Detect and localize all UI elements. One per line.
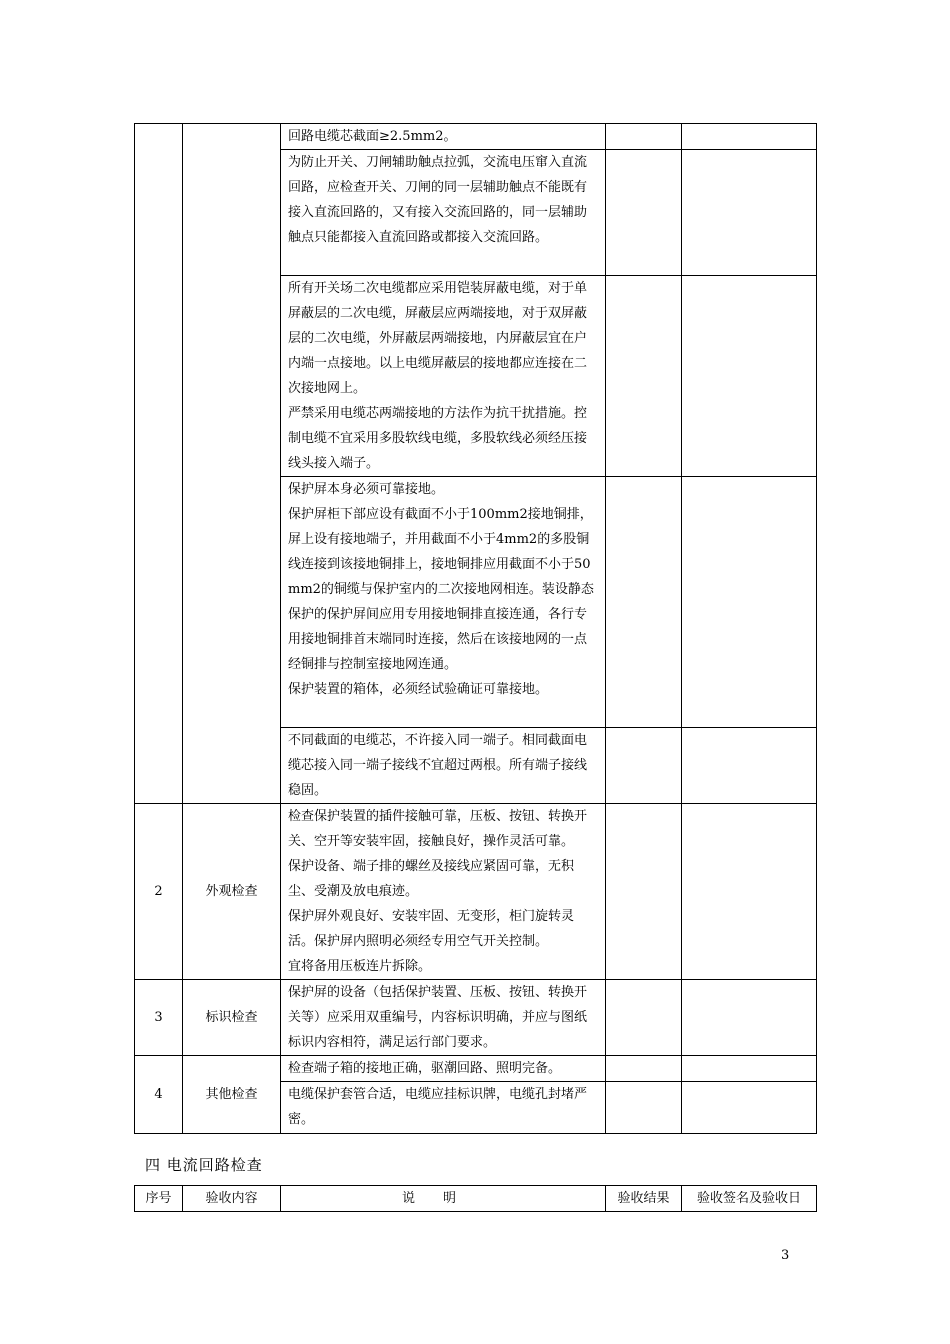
header-signature: 验收签名及验收日	[682, 1186, 817, 1212]
description-paragraph: 保护屏外观良好、安装牢固、无变形，柜门旋转灵活。保护屏内照明必须经专用空气开关控制。	[288, 909, 575, 949]
result-cell	[606, 1056, 682, 1082]
signature-cell	[682, 980, 817, 1056]
table-row	[135, 980, 817, 1056]
item-number-cell: 2	[135, 804, 183, 980]
table-row	[135, 1056, 817, 1082]
item-number-cell	[135, 124, 183, 804]
description-paragraph: 所有开关场二次电缆都应采用铠装屏蔽电缆，对于单屏蔽层的二次电缆，屏蔽层应两端接地，对于双屏蔽层的二次电缆，外屏蔽层两端接地，内屏蔽层宜在户内端一点接地。以上电缆屏蔽层的接地都应连接在二次接地网上。	[288, 281, 588, 396]
table-row	[135, 124, 817, 150]
item-number-cell: 4	[135, 1056, 183, 1134]
signature-cell	[682, 477, 817, 728]
result-cell	[606, 477, 682, 728]
result-cell	[606, 728, 682, 804]
item-content-cell	[183, 124, 281, 804]
result-cell	[606, 150, 682, 276]
description-paragraph: 保护屏柜下部应设有截面不小于100mm2接地铜排，屏上设有接地端子，并用截面不小于4mm2的多股铜线连接到该接地铜排上，接地铜排应用截面不小于50mm2的铜缆与保护室内的二次接地网相连。装设静态保护的保护屏间应用专用接地铜排直接连通，各行专用接地铜排首末端同时连接，然后在该接地网的一点经铜排与控制室接地网连通。	[288, 507, 594, 672]
description-cell	[281, 276, 606, 477]
result-cell	[606, 804, 682, 980]
description-paragraph: 保护设备、端子排的螺丝及接线应紧固可靠，无积尘、受潮及放电痕迹。	[288, 859, 575, 899]
signature-cell	[682, 1056, 817, 1082]
description-paragraph: 检查保护装置的插件接触可靠，压板、按钮、转换开关、空开等安装牢固，接触良好，操作灵活可靠。	[288, 809, 588, 849]
description-paragraph: 保护装置的箱体，必须经试验确证可靠接地。	[288, 682, 549, 697]
table-row	[135, 804, 817, 980]
item-content-cell: 外观检查	[183, 804, 281, 980]
acceptance-table	[134, 123, 817, 1134]
result-cell	[606, 124, 682, 150]
signature-cell	[682, 150, 817, 276]
header-number: 序号	[135, 1186, 183, 1212]
description-cell: 检查端子箱的接地正确，驱潮回路、照明完备。	[281, 1056, 606, 1082]
item-number-cell: 3	[135, 980, 183, 1056]
header-content: 验收内容	[183, 1186, 281, 1212]
description-cell: 电缆保护套管合适，电缆应挂标识牌，电缆孔封堵严密。	[281, 1082, 606, 1134]
page-number: 3	[781, 1248, 790, 1263]
item-content-cell: 其他检查	[183, 1056, 281, 1134]
signature-cell	[682, 124, 817, 150]
description-cell: 回路电缆芯截面≥2.5mm2。	[281, 124, 606, 150]
description-cell: 保护屏的设备（包括保护装置、压板、按钮、转换开关等）应采用双重编号，内容标识明确，并应与图纸标识内容相符，满足运行部门要求。	[281, 980, 606, 1056]
signature-cell	[682, 804, 817, 980]
description-cell: 不同截面的电缆芯，不许接入同一端子。相同截面电缆芯接入同一端子接线不宜超过两根。所有端子接线稳固。	[281, 728, 606, 804]
item-content-cell: 标识检查	[183, 980, 281, 1056]
description-paragraph: 保护屏本身必须可靠接地。	[288, 482, 445, 497]
header-result: 验收结果	[606, 1186, 682, 1212]
signature-cell	[682, 728, 817, 804]
header-description-label: 说明	[401, 1191, 484, 1206]
description-cell	[281, 477, 606, 728]
result-cell	[606, 1082, 682, 1134]
description-cell: 为防止开关、刀闸辅助触点拉弧，交流电压窜入直流回路，应检查开关、刀闸的同一层辅助触点不能既有接入直流回路的，又有接入交流回路的，同一层辅助触点只能都接入直流回路或都接入交流回路。	[281, 150, 606, 276]
result-cell	[606, 276, 682, 477]
section-heading: 四 电流回路检查	[145, 1156, 263, 1174]
section-header-table	[134, 1185, 817, 1212]
description-paragraph: 严禁采用电缆芯两端接地的方法作为抗干扰措施。控制电缆不宜采用多股软线电缆，多股软线必须经压接线头接入端子。	[288, 406, 588, 471]
description-cell	[281, 804, 606, 980]
header-description	[281, 1186, 606, 1212]
description-paragraph: 宜将备用压板连片拆除。	[288, 959, 432, 974]
signature-cell	[682, 276, 817, 477]
result-cell	[606, 980, 682, 1056]
signature-cell	[682, 1082, 817, 1134]
table-header-row	[135, 1186, 817, 1212]
